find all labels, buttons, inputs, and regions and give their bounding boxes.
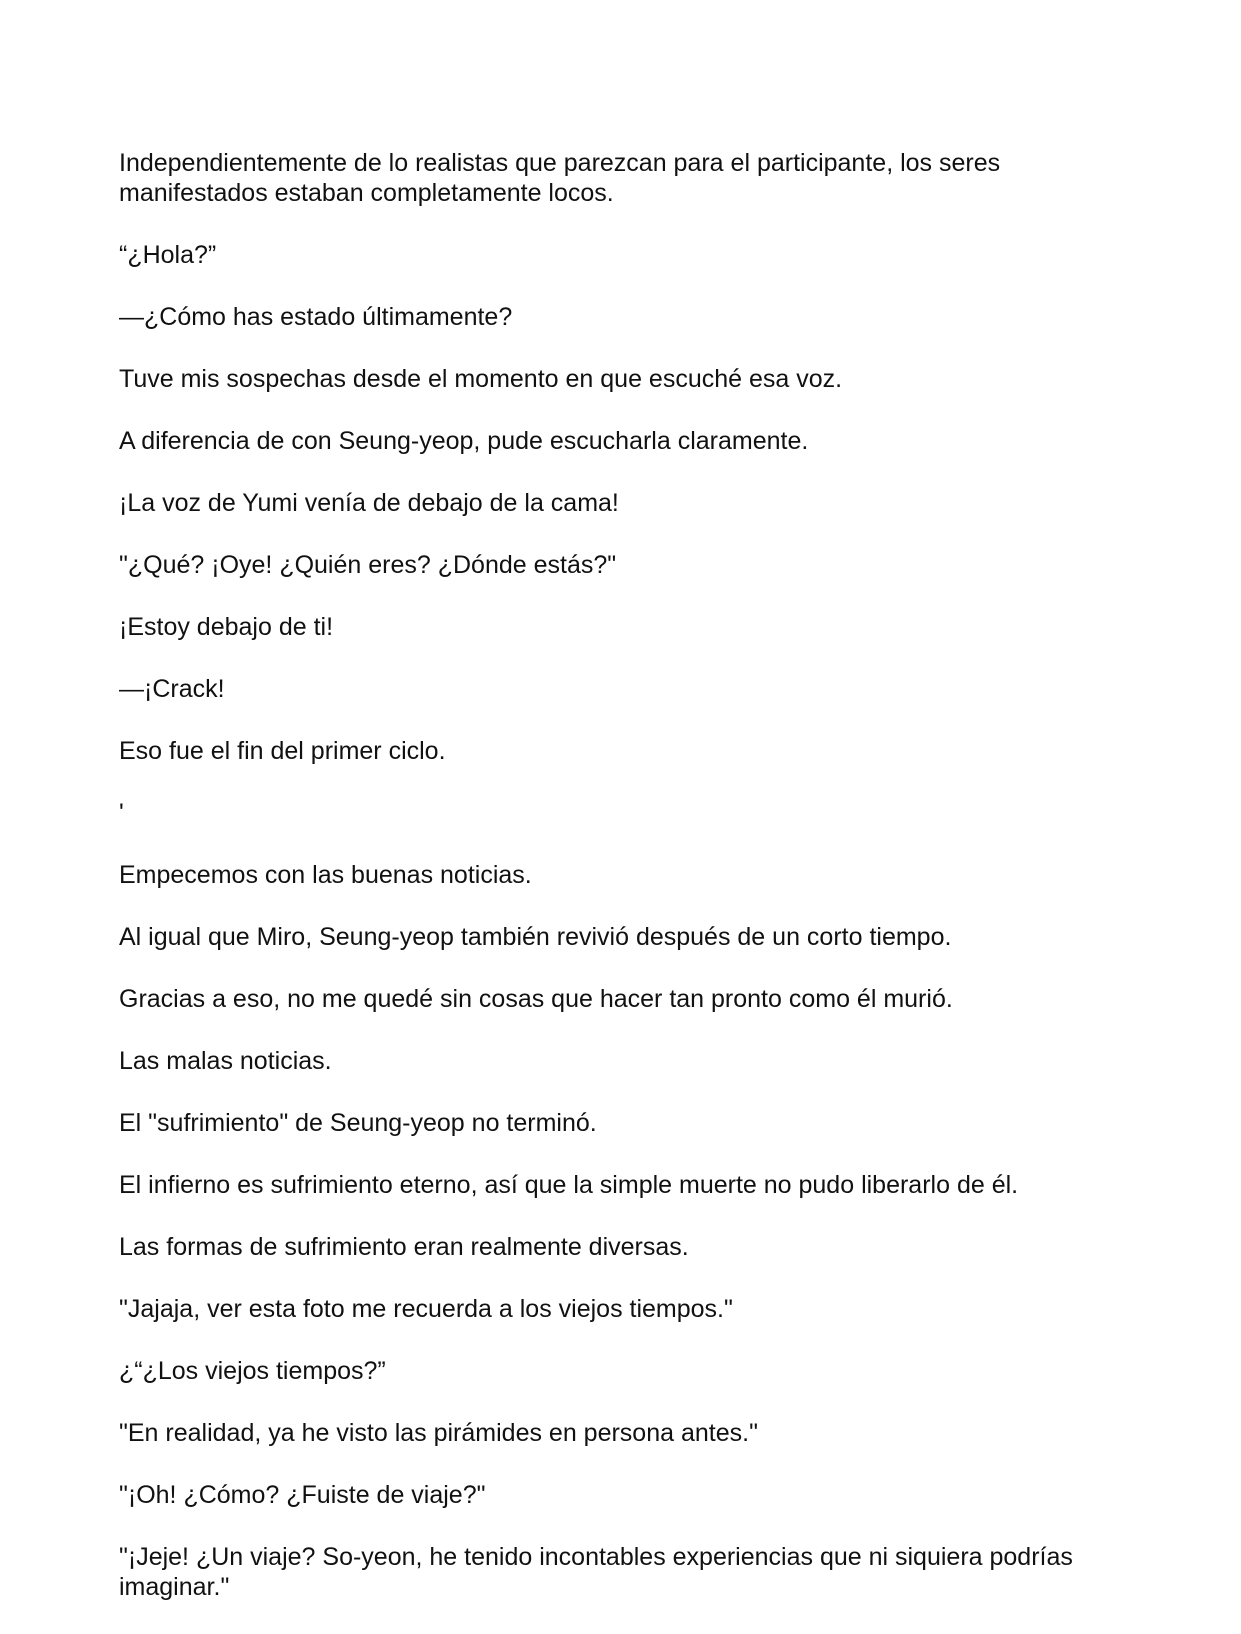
paragraph: Gracias a eso, no me quedé sin cosas que hacer tan pronto como él murió. — [119, 985, 953, 1013]
paragraph: Las malas noticias. — [119, 1047, 332, 1075]
paragraph: Independientemente de lo realistas que parezcan para el participante, los seres manifestados estaban completamente locos. — [119, 149, 1001, 207]
document-body — [119, 148, 1129, 1634]
paragraph: ¡Estoy debajo de ti! — [119, 613, 334, 641]
paragraph: Las formas de sufrimiento eran realmente diversas. — [119, 1233, 689, 1261]
paragraph: Tuve mis sospechas desde el momento en que escuché esa voz. — [119, 365, 843, 393]
paragraph: "¿Qué? ¡Oye! ¿Quién eres? ¿Dónde estás?" — [119, 551, 617, 579]
paragraph: "Jajaja, ver esta foto me recuerda a los viejos tiempos." — [119, 1295, 733, 1323]
paragraph: “¿Hola?” — [119, 241, 217, 269]
paragraph: A diferencia de con Seung-yeop, pude escucharla claramente. — [119, 427, 809, 455]
paragraph: "¡Jeje! ¿Un viaje? So-yeon, he tenido incontables experiencias que ni siquiera podrías imaginar." — [119, 1543, 1073, 1601]
paragraph: Empecemos con las buenas noticias. — [119, 861, 532, 889]
paragraph: El "sufrimiento" de Seung-yeop no terminó. — [119, 1109, 597, 1137]
paragraph: ¡La voz de Yumi venía de debajo de la cama! — [119, 489, 619, 517]
scene-separator: ' — [119, 799, 124, 827]
paragraph: "¡Oh! ¿Cómo? ¿Fuiste de viaje?" — [119, 1481, 486, 1509]
paragraph: —¡Crack! — [119, 675, 225, 703]
paragraph: El infierno es sufrimiento eterno, así que la simple muerte no pudo liberarlo de él. — [119, 1171, 1019, 1199]
paragraph: ¿“¿Los viejos tiempos?” — [119, 1357, 386, 1385]
paragraph: Eso fue el fin del primer ciclo. — [119, 737, 446, 765]
paragraph: "En realidad, ya he visto las pirámides en persona antes." — [119, 1419, 758, 1447]
paragraph: Al igual que Miro, Seung-yeop también revivió después de un corto tiempo. — [119, 923, 952, 951]
paragraph: —¿Cómo has estado últimamente? — [119, 303, 513, 331]
